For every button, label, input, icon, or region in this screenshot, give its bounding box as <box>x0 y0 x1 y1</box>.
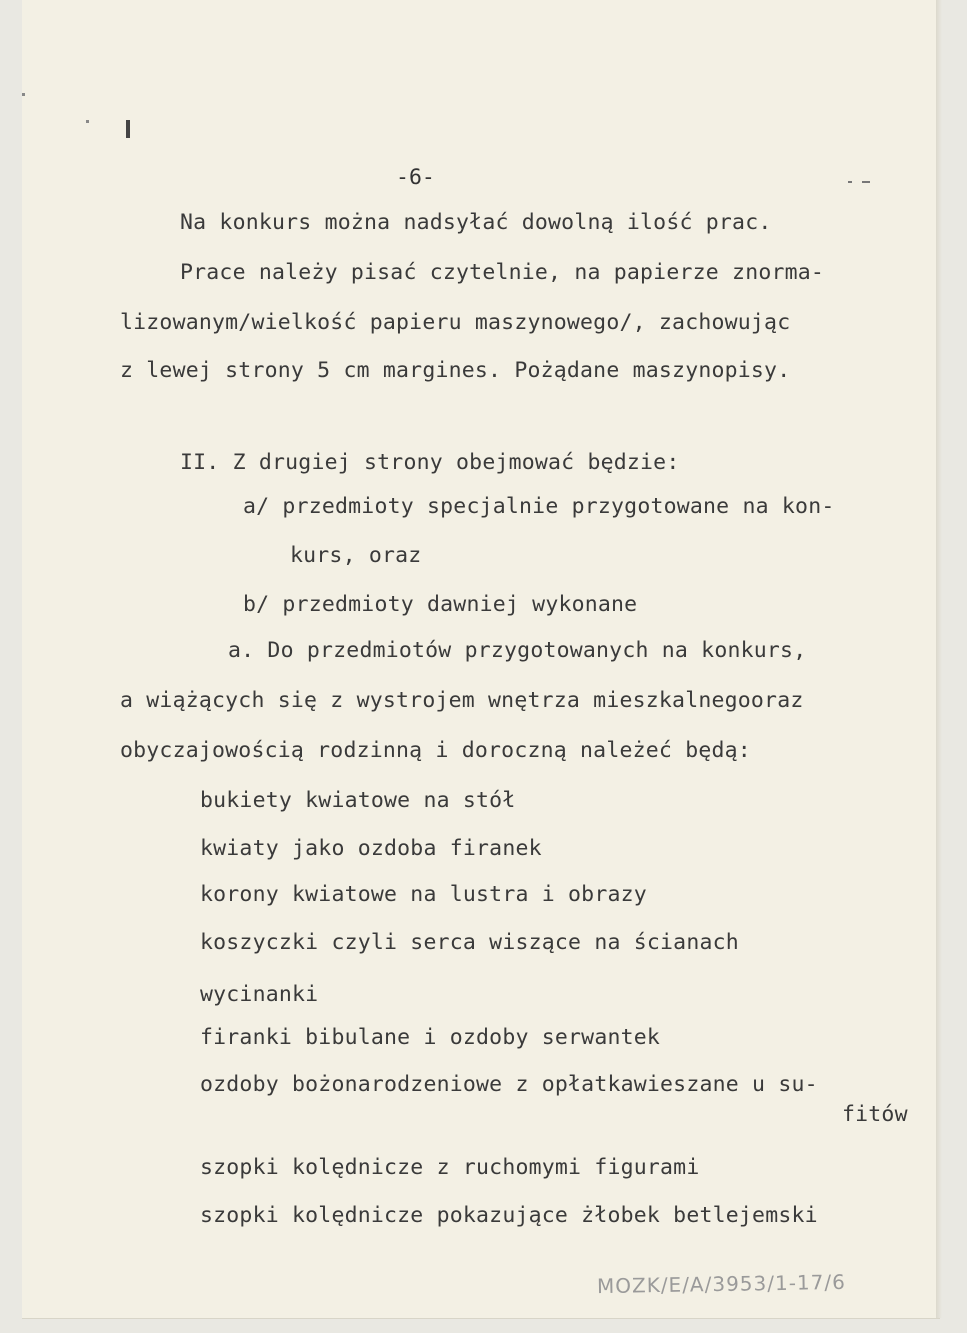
ink-speck <box>86 120 89 123</box>
ink-speck <box>848 181 852 183</box>
list-item: ozdoby bożonarodzeniowe z opłatkawieszane u su- <box>200 1072 818 1097</box>
page-number: -6- <box>396 165 435 190</box>
list-item-continuation: fitów <box>842 1102 908 1127</box>
text-line: obyczajowością rodzinną i doroczną należeć będą: <box>120 738 751 763</box>
text-line: Prace należy pisać czytelnie, na papierze znorma- <box>180 260 825 285</box>
text-line: z lewej strony 5 cm margines. Pożądane maszynopisy. <box>120 358 791 383</box>
list-item: firanki bibulane i ozdoby serwantek <box>200 1025 661 1050</box>
text-line: Na konkurs można nadsyłać dowolną ilość prac. <box>180 210 772 235</box>
list-item: wycinanki <box>200 982 319 1007</box>
ink-mark <box>126 120 130 138</box>
text-line: b/ przedmioty dawniej wykonane <box>243 592 638 617</box>
text-line: kurs, oraz <box>290 543 422 568</box>
section-heading: II. Z drugiej strony obejmować będzie: <box>180 450 680 475</box>
ink-speck <box>22 93 25 96</box>
archive-stamp: MOZK/E/A/3953/1-17/6 <box>596 1269 847 1299</box>
text-line: a/ przedmioty specjalnie przygotowane na kon- <box>243 494 835 519</box>
list-item: korony kwiatowe na lustra i obrazy <box>200 882 647 907</box>
list-item: kwiaty jako ozdoba firanek <box>200 836 542 861</box>
list-item: szopki kolędnicze pokazujące żłobek betlejemski <box>200 1203 818 1228</box>
ink-speck <box>862 181 870 183</box>
text-line: a. Do przedmiotów przygotowanych na konkurs, <box>228 638 807 663</box>
text-line: lizowanym/wielkość papieru maszynowego/, zachowując <box>120 310 791 335</box>
list-item: koszyczki czyli serca wiszące na ścianach <box>200 930 739 955</box>
list-item: bukiety kwiatowe na stół <box>200 788 516 813</box>
list-item: szopki kolędnicze z ruchomymi figurami <box>200 1155 700 1180</box>
paper-edge <box>936 0 942 1318</box>
text-line: a wiążących się z wystrojem wnętrza mieszkalnegooraz <box>120 688 804 713</box>
